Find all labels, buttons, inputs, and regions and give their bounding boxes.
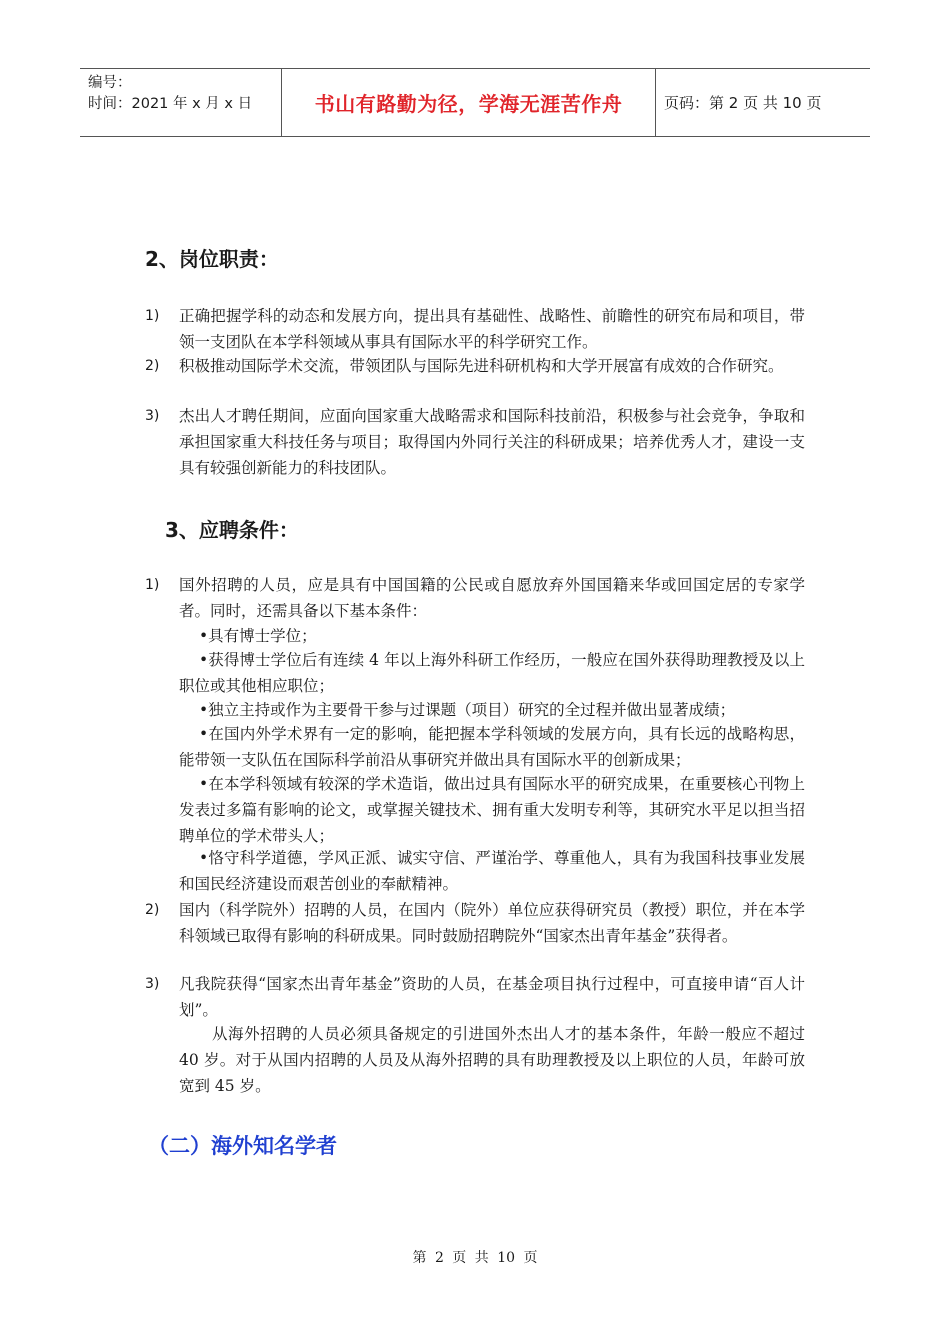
bullet-item: •在国内外学术界有一定的影响，能把握本学科领域的发展方向，具有长远的战略构思，能带领一支队伍在国际科学前沿从事研究并做出具有国际水平的创新成果； (179, 725, 805, 769)
bullet-item: •在本学科领域有较深的学术造诣，做出过具有国际水平的研究成果，在重要核心刊物上发表过多篇有影响的论文，或掌握关键技术、拥有重大发明专利等，其研究水平足以担当招聘单位的学术带头人； (179, 775, 805, 845)
time-label: 时间：2021 年 x 月 x 日 (88, 96, 253, 112)
section-title-conditions: 3、应聘条件： (165, 518, 299, 542)
item-text: 杰出人才聘任期间，应面向国家重大战略需求和国际科技前沿，积极参与社会竞争，争取和承担国家重大科技任务与项目；取得国内外同行关注的科研成果；培养优秀人才，建设一支具有较强创新能力的科技团队。 (179, 407, 805, 477)
list-item (145, 303, 805, 355)
list-item (145, 971, 805, 1023)
item-text: 积极推动国际学术交流，带领团队与国际先进科研机构和大学开展富有成效的合作研究。 (179, 357, 784, 375)
list-item (145, 897, 805, 949)
item-text: 正确把握学科的动态和发展方向，提出具有基础性、战略性、前瞻性的研究布局和项目，带领一支团队在本学科领域从事具有国际水平的科学研究工作。 (179, 307, 805, 351)
item-number: 2) (145, 358, 160, 374)
item-text: 国外招聘的人员，应是具有中国国籍的公民或自愿放弃外国国籍来华或回国定居的专家学者。同时，还需具备以下基本条件： (179, 576, 805, 620)
list-item (145, 353, 805, 379)
bullet-item: •独立主持或作为主要骨干参与过课题（项目）研究的全过程并做出显著成绩； (199, 701, 736, 719)
bullet-item: •获得博士学位后有连续 4 年以上海外科研工作经历，一般应在国外获得助理教授及以上职位或其他相应职位； (179, 651, 805, 695)
item-number: 1) (145, 577, 160, 593)
item-number: 2) (145, 902, 160, 918)
section-title-duties: 2、岗位职责： (145, 247, 279, 271)
bullet-item: •恪守科学道德，学风正派、诚实守信、严谨治学、尊重他人，具有为我国科技事业发展和国民经济建设而艰苦创业的奉献精神。 (179, 849, 805, 893)
header-page-info: 页码：第 2 页 共 10 页 (664, 94, 822, 112)
page-header (80, 68, 870, 137)
code-label: 编号： (88, 75, 132, 91)
closing-paragraph: 从海外招聘的人员必须具备规定的引进国外杰出人才的基本条件，年龄一般应不超过 40 岁。对于从国内招聘的人员及从海外招聘的具有助理教授及以上职位的人员，年龄可放宽到 45 岁。 (179, 1025, 805, 1095)
list-item (145, 403, 805, 481)
item-number: 3) (145, 408, 160, 424)
header-motto: 书山有路勤为径，学海无涯苦作舟 (282, 69, 656, 136)
item-number: 3) (145, 976, 160, 992)
item-number: 1) (145, 308, 160, 324)
section-title-overseas: （二）海外知名学者 (148, 1134, 337, 1158)
header-meta (80, 69, 282, 136)
item-text: 凡我院获得“国家杰出青年基金”资助的人员，在基金项目执行过程中，可直接申请“百人计划”。 (179, 975, 805, 1019)
page-footer: 第 2 页 共 10 页 (412, 1250, 538, 1266)
list-item (145, 572, 805, 624)
item-text: 国内（科学院外）招聘的人员，在国内（院外）单位应获得研究员（教授）职位，并在本学科领域已取得有影响的科研成果。同时鼓励招聘院外“国家杰出青年基金”获得者。 (179, 901, 805, 945)
bullet-item: •具有博士学位； (199, 627, 317, 645)
